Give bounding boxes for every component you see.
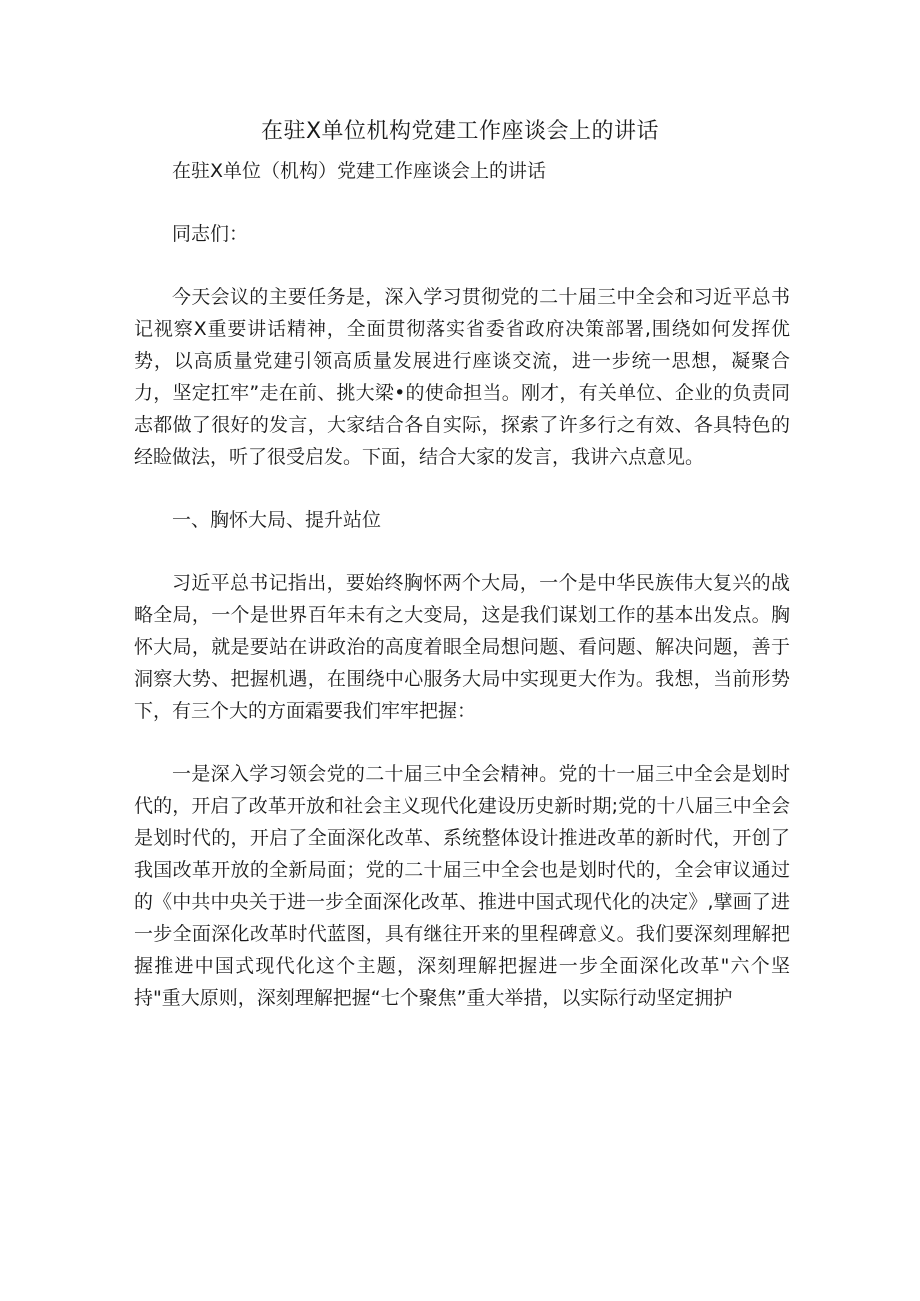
document-subtitle: 在驻X单位（机构）党建工作座谈会上的讲话 <box>172 160 547 182</box>
paragraph-point-1: 一是深入学习领会党的二十届三中全会精神。党的十一届三中全会是划时代的，开启了改革开放和社会主义现代化建设历史新时期;党的十八届三中全会是划时代的，开启了全面深化改革、系统整体设计推进改革的新时代，开创了我国改革开放的全新局面；党的二十届三中全会也是划时代的，全会审议通过的《中共中央关于进一步全面深化改革、推进中国式现代化的决定》,擘画了进一步全面深化改革时代蓝图，具有继往开来的里程碑意义。我们要深刻理解把握推进中国式现代化这个主题，深刻理解把握进一步全面深化改革"六个坚持"重大原则，深刻理解把握“七个聚焦”重大举措，以实际行动坚定拥护 <box>134 763 790 1009</box>
paragraph-intro: 今天会议的主要任务是，深入学习贯彻党的二十届三中全会和习近平总书记视察X重要讲话精神，全面贯彻落实省委省政府决策部署,围绕如何发挥优势，以高质量党建引领高质量发展进行座谈交流，进一步统一思想，凝聚合力，坚定扛牢”走在前、挑大梁•的使命担当。刚才，有关单位、企业的负责同志都做了很好的发言，大家结合各自实际，探索了许多行之有效、各具特色的经睑做法，听了很受启发。下面，结合大家的发言，我讲六点意见。 <box>134 286 790 468</box>
paragraph-section-1: 习近平总书记指出，要始终胸怀两个大局，一个是中华民族伟大复兴的战略全局，一个是世界百年未有之大变局，这是我们谋划工作的基本出发点。胸怀大局，就是要站在讲政治的高度着眼全局想问题、看问题、解决问题，善于洞察大势、把握机遇，在围绕中心服务大局中实现更大作为。我想，当前形势下，有三个大的方面霜要我们牢牢把握： <box>134 572 790 722</box>
document-body <box>134 155 790 1045</box>
document-title: 在驻X单位机构党建工作座谈会上的讲话 <box>260 119 660 144</box>
section-heading-1: 一、胸怀大局、提升站位 <box>172 509 382 531</box>
greeting: 同志们： <box>172 223 249 245</box>
